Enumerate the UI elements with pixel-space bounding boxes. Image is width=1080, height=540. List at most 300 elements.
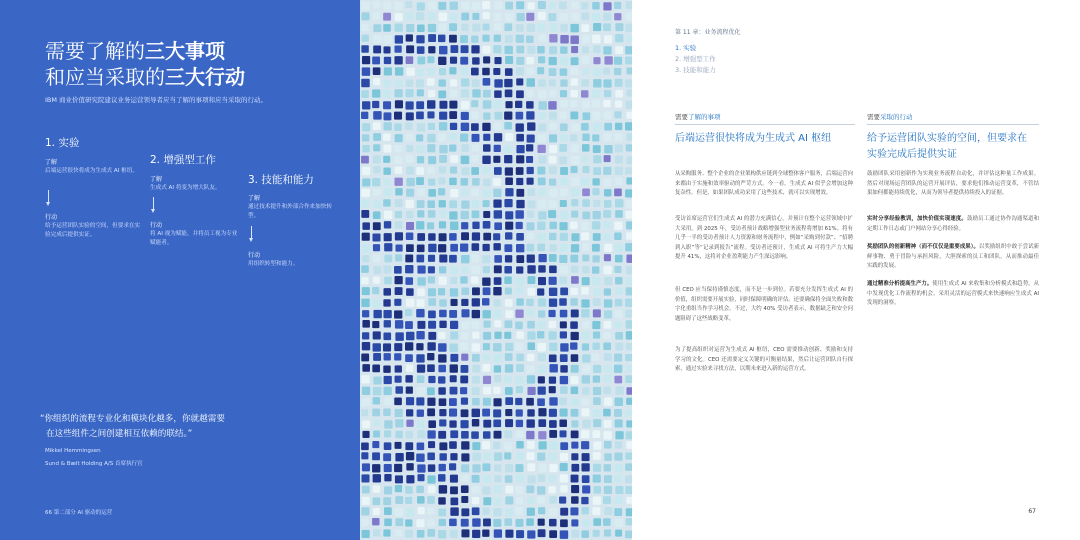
mosaic-tile	[548, 13, 556, 21]
mosaic-tile	[439, 299, 447, 307]
mosaic-tile	[549, 189, 557, 197]
mosaic-tile	[615, 475, 623, 483]
mosaic-tile	[560, 519, 568, 527]
mosaic-tile	[482, 255, 490, 263]
mosaic-tile	[515, 486, 523, 494]
mosaic-tile	[582, 199, 590, 207]
mosaic-tile	[461, 309, 469, 317]
mosaic-tile	[472, 365, 480, 373]
mosaic-tile	[428, 46, 435, 53]
mosaic-tile	[493, 45, 501, 53]
mosaic-tile	[373, 222, 381, 230]
mosaic-tile	[362, 123, 370, 131]
mosaic-tile	[505, 530, 513, 538]
mosaic-tile	[581, 232, 589, 240]
mosaic-tile	[515, 277, 523, 285]
mosaic-tile	[593, 452, 601, 460]
mosaic-tile	[460, 276, 467, 283]
mosaic-tile	[527, 265, 535, 273]
mosaic-tile	[362, 287, 370, 295]
mosaic-tile	[395, 508, 403, 516]
mosaic-tile	[472, 178, 480, 186]
mosaic-tile	[593, 496, 601, 504]
mosaic-tile	[450, 530, 458, 538]
mosaic-tile	[384, 277, 392, 285]
mosaic-tile	[428, 90, 435, 97]
mosaic-tile	[428, 276, 435, 283]
mosaic-tile	[405, 277, 413, 285]
mosaic-tile	[362, 463, 370, 471]
mosaic-tile	[438, 57, 446, 65]
mosaic-tile	[603, 431, 611, 439]
mosaic-tile	[449, 200, 457, 208]
mosaic-tile	[527, 167, 534, 174]
mosaic-tile	[373, 430, 380, 437]
mosaic-tile	[614, 133, 622, 141]
mosaic-tile	[593, 155, 601, 163]
col2-heading	[867, 131, 1042, 163]
toc-item-augmented-work[interactable]: 2. 增强型工作	[675, 55, 716, 63]
mosaic-tile	[516, 266, 523, 273]
mosaic-tile	[494, 57, 501, 64]
mosaic-tile	[362, 342, 370, 350]
mosaic-tile	[549, 233, 556, 240]
mosaic-tile	[516, 189, 524, 197]
mosaic-tile	[603, 68, 610, 75]
mosaic-tile	[483, 475, 491, 483]
mosaic-tile	[472, 464, 480, 472]
mosaic-tile	[505, 90, 513, 98]
mosaic-tile	[417, 89, 424, 96]
mosaic-tile	[560, 68, 568, 76]
mosaic-tile	[471, 35, 478, 42]
mosaic-tile	[406, 56, 414, 64]
mosaic-tile	[537, 67, 544, 74]
mosaic-tile	[592, 255, 599, 262]
mosaic-tile	[483, 178, 491, 186]
mosaic-tile	[581, 24, 589, 32]
mosaic-tile	[493, 178, 501, 186]
mosaic-tile	[538, 408, 546, 416]
mosaic-tile	[537, 486, 545, 494]
mosaic-tile	[439, 46, 447, 54]
mosaic-tile	[472, 486, 480, 494]
mosaic-tile	[395, 365, 402, 372]
mosaic-tile	[384, 464, 392, 472]
mosaic-tile	[527, 354, 534, 361]
mosaic-tile	[405, 354, 413, 362]
mosaic-tile	[395, 496, 403, 504]
mosaic-tile	[625, 486, 632, 494]
mosaic-tile	[537, 145, 545, 153]
mosaic-tile	[560, 211, 568, 219]
mosaic-tile	[582, 453, 590, 461]
mosaic-tile	[449, 178, 457, 186]
mosaic-tile	[427, 529, 435, 537]
mosaic-tile	[417, 299, 425, 307]
mosaic-tile	[461, 232, 469, 240]
mosaic-tile	[493, 233, 500, 240]
mosaic-tile	[384, 255, 392, 263]
mosaic-tile	[538, 277, 546, 285]
mosaic-tile	[614, 221, 622, 229]
mosaic-tile	[461, 13, 469, 21]
mosaic-tile	[461, 24, 468, 31]
mosaic-tile	[493, 343, 501, 351]
mosaic-tile	[526, 144, 533, 151]
mosaic-tile	[417, 24, 425, 32]
mosaic-tile	[593, 233, 601, 241]
mosaic-tile	[538, 188, 546, 196]
mosaic-tile	[405, 101, 413, 109]
mosaic-tile	[625, 56, 632, 64]
mosaic-tile	[439, 200, 446, 207]
mosaic-tile	[516, 497, 523, 504]
mosaic-tile	[417, 277, 425, 285]
mosaic-tile	[450, 288, 458, 296]
mosaic-tile	[527, 309, 534, 316]
step-2-title: 2. 增强型工作	[150, 154, 216, 166]
toc-item-experiment[interactable]: 1. 实验	[675, 44, 697, 52]
step-2-action-label: 行动	[150, 222, 163, 229]
mosaic-tile	[461, 453, 469, 461]
mosaic-tile	[405, 309, 412, 316]
mosaic-tile	[395, 254, 402, 261]
mosaic-tile	[593, 200, 600, 207]
mosaic-tile	[428, 1, 436, 9]
mosaic-tile	[361, 112, 368, 119]
mosaic-tile	[549, 145, 557, 153]
mosaic-tile	[449, 255, 457, 263]
mosaic-tile	[581, 398, 588, 405]
mosaic-tile	[395, 332, 403, 340]
mosaic-tile	[416, 79, 424, 87]
pull-quote	[40, 412, 260, 442]
mosaic-tile	[559, 112, 567, 120]
mosaic-tile	[549, 68, 557, 76]
mosaic-tile	[560, 442, 568, 450]
mosaic-tile	[625, 299, 632, 307]
mosaic-tile	[526, 13, 534, 21]
mosaic-tile	[527, 497, 534, 504]
mosaic-tile	[593, 430, 601, 438]
mosaic-tile	[361, 200, 369, 208]
mosaic-tile	[461, 332, 468, 339]
mosaic-tile	[516, 233, 524, 241]
mosaic-tile	[560, 287, 568, 295]
mosaic-tile	[549, 222, 556, 229]
step-1-action-text: 给予运营团队实验的空间，但要求在实验完成后提供实证。	[45, 223, 141, 238]
mosaic-tile	[537, 46, 545, 54]
mosaic-tile	[450, 221, 458, 229]
mosaic-tile	[417, 244, 425, 252]
step-2-understand-text: 生成式 AI 将变为增大队友。	[150, 185, 221, 191]
mosaic-tile	[560, 485, 567, 492]
mosaic-tile	[438, 354, 446, 362]
mosaic-tile	[603, 233, 611, 241]
mosaic-tile	[516, 386, 523, 393]
mosaic-tile	[505, 177, 513, 185]
mosaic-tile	[483, 144, 491, 152]
mosaic-tile	[483, 287, 491, 295]
mosaic-tile	[516, 24, 524, 32]
mosaic-tile	[428, 244, 436, 252]
page-number: 67	[1028, 508, 1036, 515]
mosaic-tile	[417, 265, 425, 273]
mosaic-tile	[460, 342, 468, 350]
mosaic-tile	[527, 254, 535, 262]
mosaic-tile	[527, 452, 535, 460]
mosaic-tile	[559, 222, 567, 230]
mosaic-tile	[615, 398, 623, 406]
mosaic-tile	[538, 353, 546, 361]
mosaic-tile	[483, 398, 491, 406]
mosaic-tile	[384, 353, 391, 360]
mosaic-tile	[516, 35, 524, 43]
mosaic-tile	[471, 155, 478, 162]
mosaic-tile	[494, 452, 502, 460]
mosaic-tile	[505, 2, 513, 10]
mosaic-tile	[461, 266, 468, 273]
mosaic-tile	[372, 101, 379, 108]
mosaic-tile	[505, 68, 513, 76]
mosaic-tile	[549, 134, 557, 142]
mosaic-tile	[593, 45, 601, 53]
col2-paragraph-bold: 奖励团队的创新精神（而不仅仅是重要成果）。	[867, 244, 979, 250]
mosaic-tile	[461, 222, 468, 229]
mosaic-tile	[461, 409, 469, 417]
mosaic-tile	[472, 144, 479, 151]
mosaic-tile	[593, 331, 600, 338]
mosaic-tile	[581, 497, 588, 504]
mosaic-tile	[559, 419, 567, 427]
mosaic-tile	[450, 387, 458, 395]
mosaic-tile	[406, 211, 413, 218]
mosaic-tile	[395, 199, 403, 207]
mosaic-tile	[384, 486, 392, 494]
mosaic-tile	[416, 343, 423, 350]
mosaic-tile	[548, 331, 556, 339]
mosaic-tile	[493, 200, 501, 208]
mosaic-tile	[362, 178, 370, 186]
mosaic-tile	[537, 243, 545, 251]
mosaic-tile	[406, 232, 414, 240]
mosaic-tile	[527, 188, 535, 196]
mosaic-tile	[560, 530, 568, 538]
step-1-title: 1. 实验	[45, 137, 80, 149]
mosaic-tile	[603, 343, 611, 351]
mosaic-tile	[372, 178, 380, 186]
mosaic-tile	[405, 375, 412, 382]
mosaic-tile	[439, 254, 447, 262]
mosaic-tile	[582, 134, 589, 141]
mosaic-tile	[549, 496, 557, 504]
mosaic-tile	[560, 178, 568, 186]
mosaic-tile	[472, 13, 479, 20]
mosaic-tile	[615, 530, 622, 537]
mosaic-tile	[493, 287, 501, 295]
mosaic-tile	[395, 431, 402, 438]
mosaic-tile	[538, 529, 546, 537]
mosaic-tile	[362, 2, 370, 10]
mosaic-tile	[549, 441, 557, 449]
mosaic-tile	[571, 387, 579, 395]
mosaic-tile	[361, 45, 368, 52]
mosaic-tile	[571, 309, 579, 317]
mosaic-tile	[604, 398, 612, 406]
col2-paragraph-bold: 通过精准分析提高生产力。	[867, 281, 933, 287]
mosaic-tile	[449, 101, 457, 109]
mosaic-tile	[439, 221, 446, 228]
mosaic-tile	[582, 365, 590, 373]
mosaic-tile	[581, 123, 589, 131]
mosaic-tile	[592, 321, 600, 329]
mosaic-tile	[373, 497, 381, 505]
mosaic-tile	[450, 277, 457, 284]
mosaic-tile	[504, 244, 512, 252]
mosaic-tile	[361, 265, 369, 273]
mosaic-tile	[416, 35, 424, 43]
mosaic-tile	[373, 133, 381, 141]
mosaic-tile	[549, 90, 556, 97]
mosaic-tile	[439, 419, 446, 426]
mosaic-tile	[394, 145, 401, 152]
mosaic-tile	[560, 386, 568, 394]
mosaic-tile	[526, 178, 533, 185]
mosaic-tile	[582, 387, 590, 395]
mosaic-tile	[417, 364, 425, 372]
mosaic-tile	[538, 343, 546, 351]
mosaic-tile	[538, 376, 545, 383]
mosaic-tile	[615, 332, 623, 340]
mosaic-tile	[450, 331, 458, 339]
mosaic-tile	[537, 23, 545, 31]
mosaic-tile	[482, 123, 490, 131]
mosaic-tile	[571, 156, 579, 164]
mosaic-tile	[406, 45, 414, 53]
mosaic-tile	[582, 243, 589, 250]
mosaic-tile	[362, 101, 370, 109]
mosaic-tile	[538, 200, 546, 208]
mosaic-tile	[549, 112, 557, 120]
mosaic-tile	[571, 123, 579, 131]
mosaic-tile	[494, 35, 501, 42]
mosaic-tile	[615, 386, 623, 394]
mosaic-tile	[383, 343, 391, 351]
mosaic-tile	[471, 112, 479, 120]
mosaic-tile	[427, 222, 434, 229]
mosaic-tile	[461, 464, 469, 472]
mosaic-tile	[472, 210, 480, 218]
mosaic-tile	[527, 365, 535, 373]
mosaic-tile	[372, 233, 380, 241]
mosaic-tile	[372, 12, 380, 20]
mosaic-tile	[417, 288, 425, 296]
mosaic-tile	[592, 89, 600, 97]
mosaic-tile	[383, 332, 391, 340]
mosaic-tile	[460, 35, 468, 43]
mosaic-tile	[494, 265, 502, 273]
mosaic-tile	[504, 79, 512, 87]
mosaic-tile	[439, 166, 446, 173]
mosaic-tile	[560, 453, 568, 461]
mosaic-tile	[406, 12, 414, 20]
mosaic-tile	[505, 288, 512, 295]
left-page	[0, 0, 360, 540]
mosaic-tile	[373, 508, 380, 515]
mosaic-tile	[581, 331, 589, 339]
mosaic-tile	[538, 431, 546, 439]
mosaic-tile	[427, 475, 435, 483]
mosaic-tile	[560, 167, 568, 175]
mosaic-tile	[406, 79, 414, 87]
mosaic-tile	[427, 408, 435, 416]
mosaic-tile	[494, 475, 501, 482]
mosaic-tile	[615, 199, 623, 207]
mosaic-tile	[394, 89, 402, 97]
toc-item-skills[interactable]: 3. 技能和能力	[675, 66, 716, 74]
mosaic-tile	[615, 90, 623, 98]
mosaic-tile	[527, 233, 534, 240]
mosaic-tile	[394, 398, 402, 406]
mosaic-tile	[417, 156, 424, 163]
step-3-understand-label: 了解	[248, 195, 261, 202]
mosaic-tile	[395, 23, 403, 31]
mosaic-tile	[571, 276, 579, 284]
mosaic-tile	[395, 232, 403, 240]
mosaic-tile	[526, 111, 534, 119]
mosaic-tile	[395, 386, 403, 394]
mosaic-tile	[383, 167, 390, 174]
mosaic-tile	[406, 508, 414, 516]
mosaic-tile	[593, 474, 601, 482]
mosaic-tile	[571, 166, 578, 173]
mosaic-tile	[571, 485, 579, 493]
mosaic-tile	[505, 145, 512, 152]
col2-paragraph-text: 鼓励团队采用创新作为实现业务流程自动化，并评估这种量工作成果。然后对现场运营团队的运营开展评估，要求他们推动运营变革，不管结果如何都能持续优化，从而为领导者提供持续投入的证据。	[867, 171, 1039, 196]
mosaic-tile	[417, 200, 425, 208]
mosaic-tile	[482, 486, 490, 494]
mosaic-tile	[471, 431, 479, 439]
mosaic-tile	[438, 387, 445, 394]
mosaic-tile	[450, 430, 458, 438]
mosaic-tile	[559, 398, 567, 406]
mosaic-tile	[395, 79, 403, 87]
mosaic-tile	[604, 254, 611, 261]
mosaic-tile	[417, 57, 425, 65]
mosaic-tile	[537, 167, 545, 175]
step-3-action-text: 用组织转型和能力。	[248, 261, 299, 267]
mosaic-tile	[383, 35, 391, 43]
mosaic-tile	[384, 67, 392, 75]
mosaic-tile	[559, 144, 567, 152]
mosaic-tile	[538, 254, 546, 262]
mosaic-tile	[428, 266, 435, 273]
mosaic-tile	[428, 321, 436, 329]
mosaic-tile	[538, 1, 546, 9]
mosaic-tile	[581, 2, 588, 9]
mosaic-tile	[615, 486, 623, 494]
mosaic-tile	[438, 188, 445, 195]
mosaic-tile	[504, 122, 512, 130]
mosaic-tile	[549, 288, 557, 296]
mosaic-tile	[582, 485, 590, 493]
mosaic-tile	[615, 343, 623, 351]
mosaic-tile	[439, 101, 447, 109]
mosaic-tile	[362, 167, 370, 175]
mosaic-tile	[614, 376, 622, 384]
mosaic-tile	[571, 90, 578, 97]
